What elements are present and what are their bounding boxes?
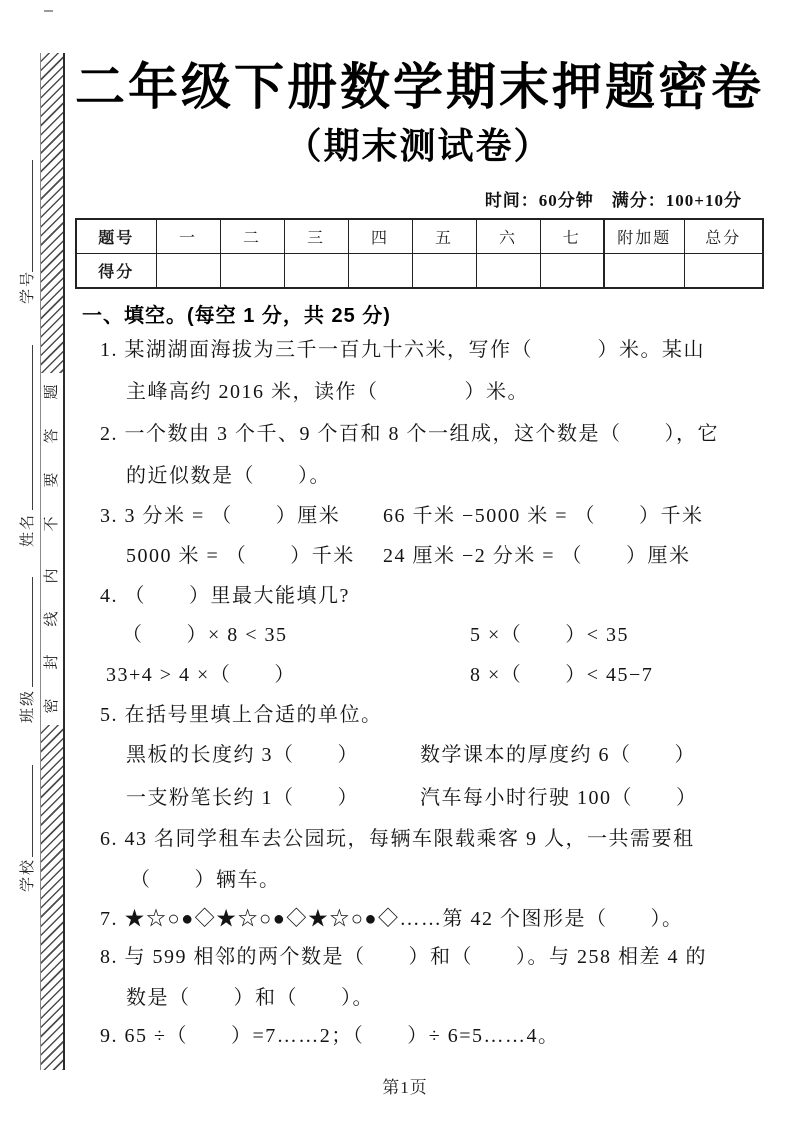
question-line: 数是（ ）和（ ）。 xyxy=(126,987,374,1009)
header-cell: 六 xyxy=(476,219,540,254)
question-line: 4. （ ）里最大能填几? xyxy=(100,585,350,607)
hatch-pattern-top xyxy=(41,53,63,373)
score-label-cell: 得分 xyxy=(76,254,156,289)
question-line: 33+4 > 4 ×（ ） xyxy=(106,664,296,686)
question-line: 主峰高约 2016 米，读作（ ）米。 xyxy=(126,381,529,403)
question-line: 7. ★☆○●◇★☆○●◇★☆○●◇……第 42 个图形是（ ）。 xyxy=(100,908,684,930)
exam-meta: 时间：60分钟 满分：100+10分 xyxy=(484,191,742,210)
header-cell: 二 xyxy=(220,219,284,254)
seal-char: 密 xyxy=(44,698,60,714)
school-blank-line xyxy=(32,765,33,857)
section-heading: 一、填空。(每空 1 分，共 25 分) xyxy=(82,305,391,327)
question-line: 数学课本的厚度约 6（ ） xyxy=(420,744,696,766)
question-line: 的近似数是（ ）。 xyxy=(126,465,331,487)
name-label: 姓名 xyxy=(20,513,36,548)
class-label: 班级 xyxy=(20,689,36,724)
question-line: 一支粉笔长约 1（ ） xyxy=(126,787,359,809)
page-subtitle: （期末测试卷） xyxy=(285,126,552,166)
score-cell xyxy=(604,254,684,289)
question-line: 8 ×（ ）< 45−7 xyxy=(470,664,654,686)
seal-char: 封 xyxy=(44,654,60,670)
question-line: 5 ×（ ）< 35 xyxy=(470,624,630,646)
score-cell xyxy=(684,254,763,289)
header-cell: 七 xyxy=(540,219,604,254)
scan-artifact xyxy=(44,10,53,12)
seal-char: 线 xyxy=(44,611,60,627)
score-table xyxy=(75,218,764,289)
score-cell xyxy=(284,254,348,289)
question-line: 汽车每小时行驶 100（ ） xyxy=(420,787,698,809)
page-footer: 第1页 xyxy=(382,1078,428,1097)
table-row-header xyxy=(76,219,763,254)
header-cell: 附加题 xyxy=(604,219,684,254)
header-cell: 总分 xyxy=(684,219,763,254)
name-blank-line xyxy=(32,345,33,510)
question-line: 5. 在括号里填上合适的单位。 xyxy=(100,704,383,726)
student-id-label: 学号 xyxy=(20,270,36,305)
seal-strip xyxy=(40,53,65,1070)
seal-char: 答 xyxy=(44,428,60,444)
question-line: 5000 米 = （ ）千米 xyxy=(126,545,355,567)
score-cell xyxy=(156,254,220,289)
header-cell: 四 xyxy=(348,219,412,254)
seal-char: 要 xyxy=(44,472,60,488)
score-cell xyxy=(476,254,540,289)
school-label: 学校 xyxy=(20,858,36,893)
hatch-pattern-bottom xyxy=(41,725,63,1070)
header-cell: 五 xyxy=(412,219,476,254)
seal-char: 题 xyxy=(44,384,60,400)
question-line: 6. 43 名同学租车去公园玩，每辆车限载乘客 9 人，一共需要租 xyxy=(100,828,695,850)
question-line: 24 厘米 −2 分米 = （ ）厘米 xyxy=(383,545,691,567)
header-cell: 一 xyxy=(156,219,220,254)
score-cell xyxy=(220,254,284,289)
score-cell xyxy=(412,254,476,289)
class-blank-line xyxy=(32,577,33,687)
question-line: 2. 一个数由 3 个千、9 个百和 8 个一组成，这个数是（ ），它 xyxy=(100,423,719,445)
score-cell xyxy=(540,254,604,289)
question-line: （ ）× 8 < 35 xyxy=(122,624,288,646)
question-line: （ ）辆车。 xyxy=(130,869,281,891)
seal-char: 不 xyxy=(44,516,60,532)
header-cell: 三 xyxy=(284,219,348,254)
question-line: 9. 65 ÷（ ）=7……2；（ ）÷ 6=5……4。 xyxy=(100,1025,560,1047)
question-line: 8. 与 599 相邻的两个数是（ ）和（ ）。与 258 相差 4 的 xyxy=(100,946,707,968)
question-line: 66 千米 −5000 米 = （ ）千米 xyxy=(383,505,704,527)
question-line: 1. 某湖湖面海拔为三千一百九十六米，写作（ ）米。某山 xyxy=(100,339,705,361)
page-title: 二年级下册数学期末押题密卷 xyxy=(75,59,764,115)
question-line: 3. 3 分米 = （ ）厘米 xyxy=(100,505,341,527)
student-id-blank-line xyxy=(32,160,33,272)
question-line: 黑板的长度约 3（ ） xyxy=(126,744,359,766)
table-row-score xyxy=(76,254,763,289)
header-cell: 题号 xyxy=(76,219,156,254)
score-cell xyxy=(348,254,412,289)
seal-char: 内 xyxy=(44,568,60,584)
